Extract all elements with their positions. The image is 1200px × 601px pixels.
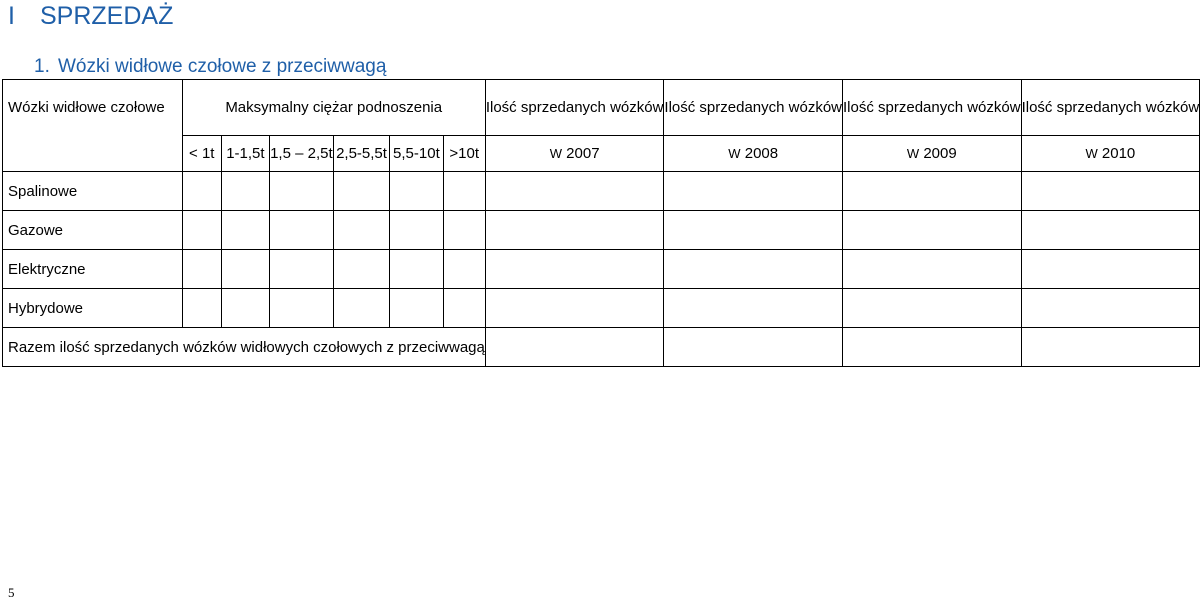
data-cell[interactable] [182, 172, 221, 211]
qty-header: Ilość sprzedanych wózków [1021, 80, 1200, 136]
data-cell[interactable] [333, 211, 389, 250]
data-cell[interactable] [269, 289, 333, 328]
row-label: Gazowe [3, 211, 183, 250]
total-cell[interactable] [485, 328, 664, 367]
data-cell[interactable] [843, 211, 1022, 250]
table-row [3, 211, 1200, 250]
total-label: Razem ilość sprzedanych wózków widłowych czołowych z przeciwwagą [3, 328, 486, 367]
row-label: Hybrydowe [3, 289, 183, 328]
table-row [3, 289, 1200, 328]
data-cell[interactable] [1021, 289, 1200, 328]
data-cell[interactable] [182, 250, 221, 289]
data-cell[interactable] [664, 211, 843, 250]
data-cell[interactable] [1021, 250, 1200, 289]
data-cell[interactable] [843, 172, 1022, 211]
capacity-class: >10t [443, 136, 485, 172]
table-row [3, 172, 1200, 211]
data-cell[interactable] [443, 172, 485, 211]
data-cell[interactable] [485, 250, 664, 289]
year-header [843, 136, 1022, 172]
data-cell[interactable] [182, 211, 221, 250]
data-cell[interactable] [333, 250, 389, 289]
data-cell[interactable] [221, 289, 269, 328]
type-header: Wózki widłowe czołowe [3, 80, 183, 136]
year-value: 2008 [744, 145, 779, 162]
capacity-class: 1,5 – 2,5t [269, 136, 333, 172]
data-cell[interactable] [843, 289, 1022, 328]
table-row [3, 250, 1200, 289]
capacity-class: 5,5-10t [390, 136, 443, 172]
data-cell[interactable] [1021, 172, 1200, 211]
section-title: SPRZEDAŻ [40, 2, 174, 30]
year-header [485, 136, 664, 172]
qty-header: Ilość sprzedanych wózków [485, 80, 664, 136]
row-label: Spalinowe [3, 172, 183, 211]
data-cell[interactable] [664, 289, 843, 328]
year-value: 2007 [566, 145, 600, 162]
data-cell[interactable] [390, 211, 443, 250]
year-header [664, 136, 843, 172]
data-cell[interactable] [485, 172, 664, 211]
subsection-number: 1. [34, 56, 50, 77]
row-label: Elektryczne [3, 250, 183, 289]
header-row-1 [3, 80, 1200, 136]
year-header [1021, 136, 1200, 172]
max-load-header: Maksymalny ciężar podnoszenia [182, 80, 485, 136]
year-prefix: W [1085, 146, 1098, 161]
data-cell[interactable] [182, 289, 221, 328]
data-cell[interactable] [333, 289, 389, 328]
data-cell[interactable] [269, 172, 333, 211]
section-number: I [8, 2, 15, 30]
data-cell[interactable] [664, 172, 843, 211]
data-cell[interactable] [390, 250, 443, 289]
data-cell[interactable] [485, 289, 664, 328]
subsection-title: Wózki widłowe czołowe z przeciwwagą [58, 56, 387, 77]
data-cell[interactable] [443, 211, 485, 250]
data-cell[interactable] [664, 250, 843, 289]
total-cell[interactable] [664, 328, 843, 367]
data-cell[interactable] [390, 289, 443, 328]
capacity-class: < 1t [182, 136, 221, 172]
data-cell[interactable] [269, 250, 333, 289]
capacity-class: 1-1,5t [221, 136, 269, 172]
data-cell[interactable] [221, 211, 269, 250]
data-cell[interactable] [443, 289, 485, 328]
section-heading [8, 2, 173, 31]
data-cell[interactable] [485, 211, 664, 250]
data-cell[interactable] [333, 172, 389, 211]
year-value: 2010 [1101, 145, 1136, 162]
subsection-heading [34, 56, 386, 78]
data-cell[interactable] [221, 172, 269, 211]
total-cell[interactable] [1021, 328, 1200, 367]
qty-header: Ilość sprzedanych wózków [664, 80, 843, 136]
total-row [3, 328, 1200, 367]
data-cell[interactable] [269, 211, 333, 250]
data-cell[interactable] [221, 250, 269, 289]
data-cell[interactable] [1021, 211, 1200, 250]
year-prefix: W [906, 146, 920, 161]
qty-header: Ilość sprzedanych wózków [843, 80, 1022, 136]
sales-table [2, 79, 1200, 367]
header-blank-cell [3, 136, 183, 172]
year-value: 2009 [923, 145, 957, 162]
total-cell[interactable] [843, 328, 1022, 367]
data-cell[interactable] [843, 250, 1022, 289]
header-row-2 [3, 136, 1200, 172]
data-cell[interactable] [390, 172, 443, 211]
capacity-class: 2,5-5,5t [333, 136, 389, 172]
page-number: 5 [8, 585, 15, 600]
data-cell[interactable] [443, 250, 485, 289]
year-prefix: W [728, 146, 741, 161]
year-prefix: W [549, 146, 562, 161]
